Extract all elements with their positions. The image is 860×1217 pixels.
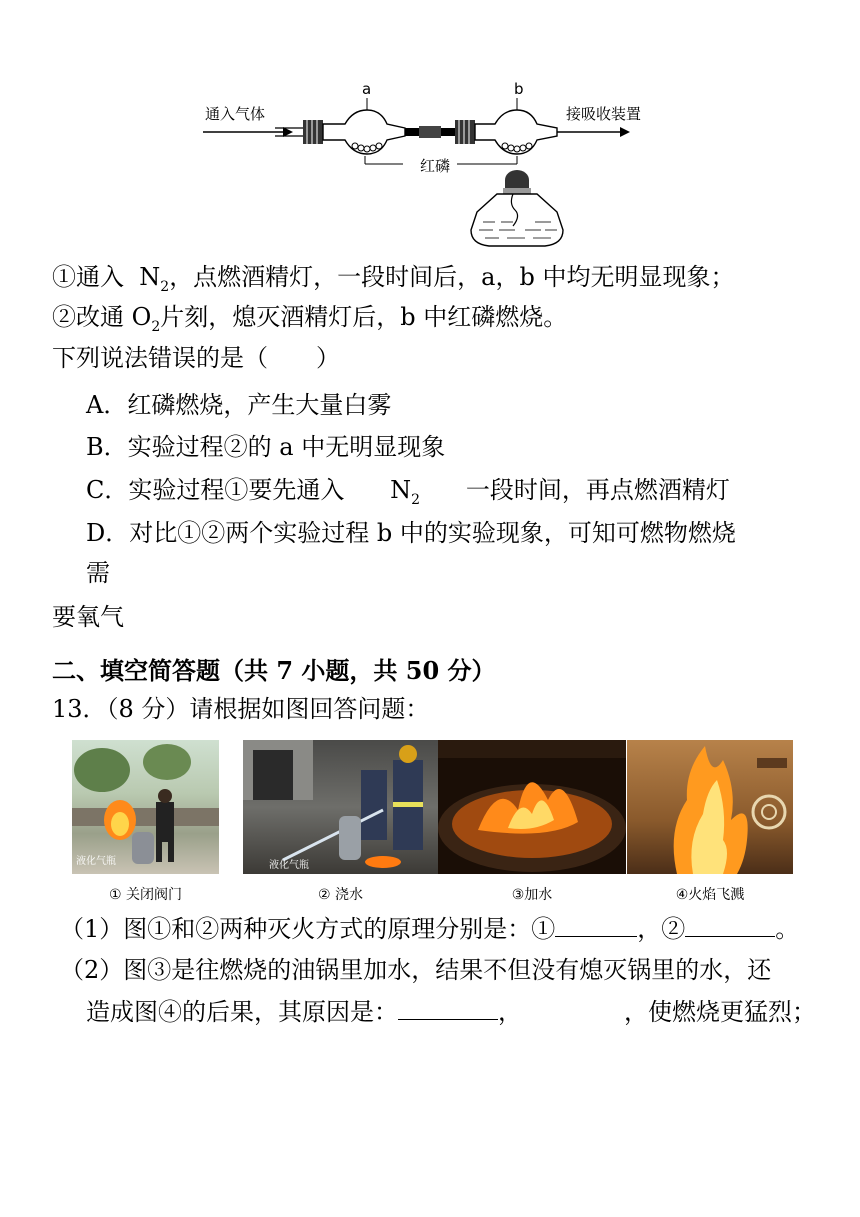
q13-sub2-line2: 造成图④的后果，其原因是： ， ，使燃烧更猛烈；	[86, 998, 816, 1026]
option-d-line1: D．对比①②两个实验过程 b 中的实验现象，可知可燃物燃烧	[86, 519, 736, 547]
photo-spray-water	[243, 740, 438, 874]
step2-text: ②改通 $O_2$片刻，熄灭酒精灯后，b 中红磷燃烧。	[52, 303, 568, 335]
fire-scene-2	[243, 740, 438, 874]
q13-sub1: （1）图①和②两种灭火方式的原理分别是：① ，② 。	[60, 915, 800, 943]
answer-blank-3[interactable]	[398, 997, 498, 1020]
fire-scene-4	[627, 740, 793, 874]
answer-blank-2[interactable]	[685, 914, 775, 937]
fire-scene-3	[438, 740, 626, 874]
caption-4: ④火焰飞溅	[675, 887, 745, 903]
step1-text: ①通入 $N_2$，点燃酒精灯，一段时间后，a，b 中均无明显现象；	[52, 263, 735, 295]
tube-label-a: a	[362, 80, 372, 98]
caption-2: ② 浇水	[317, 887, 363, 903]
option-d-line3: 要氧气	[52, 603, 124, 631]
caption-1: ① 关闭阀门	[108, 887, 182, 903]
photo-close-valve	[72, 740, 219, 874]
phosphorus-label: 红磷	[420, 157, 451, 175]
option-a: A．红磷燃烧，产生大量白雾	[86, 391, 392, 419]
photo-add-water	[438, 740, 626, 874]
section-heading: 二、填空简答题（共 7 小题，共 50 分）	[52, 656, 496, 685]
q13-stem: 13．（8 分）请根据如图回答问题：	[52, 695, 430, 723]
q13-sub2-line1: （2）图③是往燃烧的油锅里加水，结果不但没有熄灭锅里的水，还	[60, 956, 772, 984]
inset-label-1: 液化气瓶	[76, 856, 116, 867]
caption-3: ③加水	[511, 887, 553, 903]
option-d-line2: 需	[86, 559, 110, 587]
photo-flame-splash	[627, 740, 793, 874]
tube-label-b: b	[514, 80, 524, 98]
option-b: B．实验过程②的 a 中无明显现象	[86, 433, 446, 461]
option-c: C．实验过程①要先通入 $N_2$ 一段时间，再点燃酒精灯	[86, 476, 730, 508]
question-stem: 下列说法错误的是（ ）	[52, 344, 340, 372]
outlet-label: 接吸收装置	[566, 105, 642, 123]
inlet-label: 通入气体	[205, 105, 266, 123]
inset-label-2: 液化气瓶	[269, 860, 309, 871]
answer-blank-1[interactable]	[555, 914, 637, 937]
